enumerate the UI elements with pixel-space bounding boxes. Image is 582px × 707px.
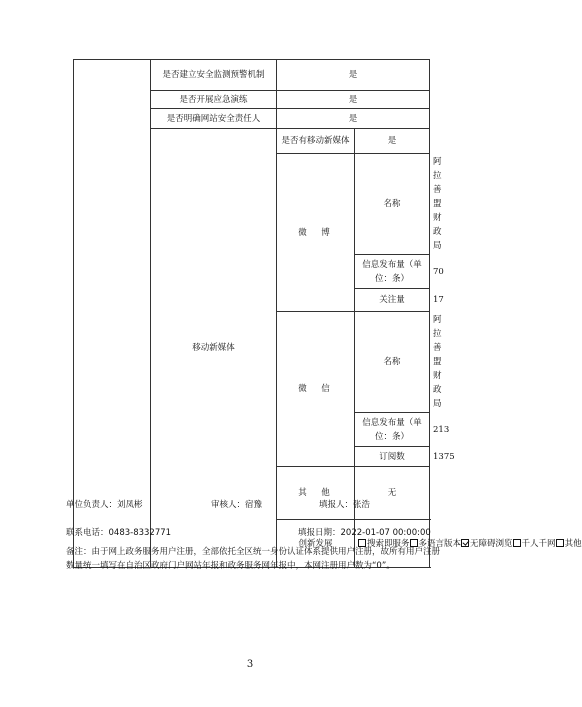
- wechat-name-label: 名称: [355, 312, 430, 413]
- weibo-name-label: 名称: [355, 154, 430, 255]
- contact-phone: 联系电话：0483-8332771: [66, 528, 172, 538]
- page-number: 3: [246, 659, 254, 670]
- security-owner-label: 是否明确网站安全责任人: [151, 109, 277, 129]
- fill-date: 填报日期：2022-01-07 00:00:00: [298, 528, 431, 538]
- option-accessibility[interactable]: 无障碍浏览: [461, 539, 513, 549]
- left-blank-cell: [74, 60, 151, 568]
- weibo-posts-label: 信息发布量（单位：条）: [355, 255, 430, 289]
- mobile-media-section-label: 移动新媒体: [151, 129, 277, 568]
- wechat-label: 微 信: [277, 312, 355, 467]
- weibo-label: 微 博: [277, 154, 355, 312]
- has-mobile-media-label: 是否有移动新媒体: [277, 129, 355, 154]
- wechat-sub-label: 订阅数: [355, 447, 430, 467]
- emergency-drill-value: 是: [277, 91, 430, 109]
- other-value: 无: [355, 467, 430, 520]
- other-label: 其 他: [277, 467, 355, 520]
- report-table: 是否建立安全监测预警机制 是 是否开展应急演练 是 是否明确网站安全责任人 是 移动新媒体 是否有移动新媒体 是 微 博 名称 阿拉善盟财政局 信息发布量（单位：条） 70 关注量 17 微 信 名称 阿拉善盟财政局 信息发布量（单位：条） 213 订阅数 1375 其 他 无 创新发展 搜索即服务 多语言版本 无障碍浏览 千人千网 其他: [73, 59, 430, 568]
- monitoring-warning-label: 是否建立安全监测预警机制: [151, 60, 277, 91]
- option-search-service[interactable]: 搜索即服务: [358, 539, 410, 549]
- option-personalized[interactable]: 千人千网: [513, 539, 556, 549]
- innovation-label: 创新发展: [277, 520, 355, 568]
- checkbox-icon[interactable]: [513, 539, 521, 547]
- remark-note: 备注：由于网上政务服务用户注册，全部依托全区统一身份认证体系提供用户注册，故所有用户注册数量统一填写在自治区政府门户网站年报和政务服务网年报中，本网注册用户数为“0”。: [66, 547, 441, 571]
- monitoring-warning-value: 是: [277, 60, 430, 91]
- weibo-follow-label: 关注量: [355, 289, 430, 312]
- has-mobile-media-value: 是: [355, 129, 430, 154]
- unit-head: 单位负责人：刘凤彬: [66, 500, 143, 510]
- option-other[interactable]: 其他: [556, 539, 582, 549]
- option-multilingual[interactable]: 多语言版本: [410, 539, 462, 549]
- wechat-posts-label: 信息发布量（单位：条）: [355, 413, 430, 447]
- reviewer: 审核人：宿豫: [211, 500, 263, 510]
- checkbox-icon[interactable]: [556, 539, 564, 547]
- checked-checkbox-icon[interactable]: [461, 539, 469, 547]
- filler: 填报人：张浩: [319, 500, 371, 510]
- security-owner-value: 是: [277, 109, 430, 129]
- emergency-drill-label: 是否开展应急演练: [151, 91, 277, 109]
